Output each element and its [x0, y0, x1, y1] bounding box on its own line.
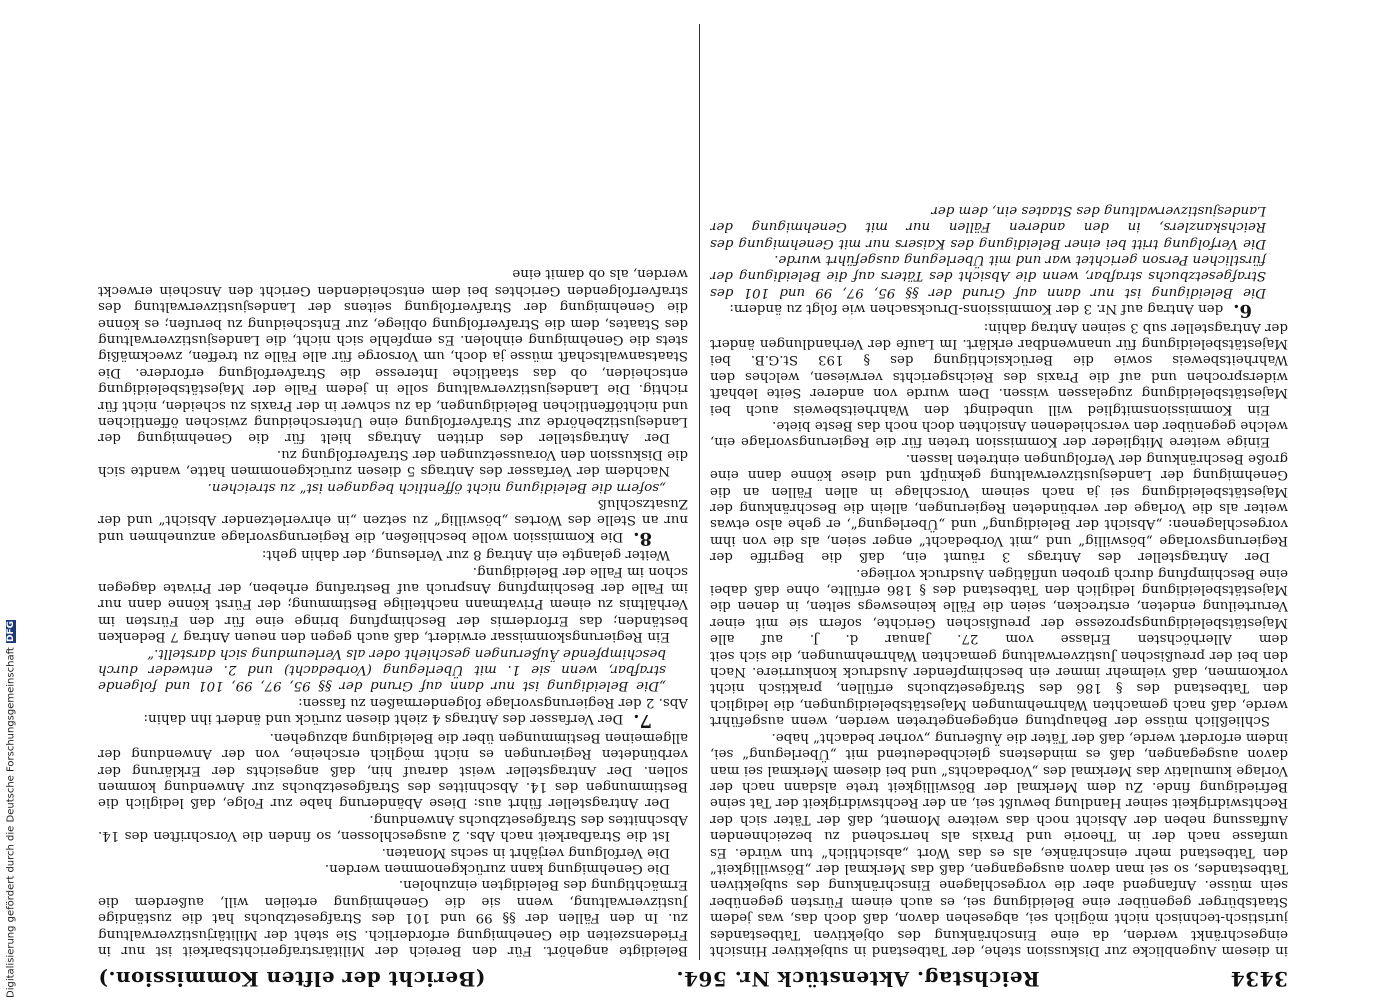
paragraph-text: Die Beleidigung ist nur dann auf Grund der §§ 95, 97, 99 und 101 des Strafgesetzbuchs strafbar, wenn die Absicht des Täters auf die Beleidigung der fürstlichen Person gerichtet war und mit Überlegung ausgeführt wurde.: [710, 251, 1266, 300]
motion-number: 7.: [633, 710, 652, 732]
paragraph-text: Die Kommission wolle beschließen, die Regierungsvorlage anzunehmen und nur an Stelle des Wortes „böswillig“ zu setzen „in ehrverletzender Absicht“ und der Zusatzschluß: [98, 496, 688, 544]
column-divider: [699, 24, 700, 960]
paragraph-text: Weiter gelangte ein Antrag 8 zur Verlesung, der dahin geht:: [261, 547, 670, 563]
paragraph: [710, 728, 1288, 958]
page-subtitle: (Bericht der elften Kommission.): [98, 967, 486, 991]
right-column: [98, 24, 688, 958]
page-number: 3434: [1230, 967, 1288, 991]
paragraph: [710, 417, 1288, 450]
paragraph-text: Die Genehmigung kann zurückgenommen werden.: [324, 860, 670, 876]
paragraph-text: Ein Kommissionsmitglied will unbedingt den Wahrheitsbeweis auch bei Majestätsbeleidigung zugelassen wissen. Dem wurde von anderer Seite lebhaft widersprochen und auf die Praxis des Reichsgerichts verwiesen, welches den Wahrheitsbeweis sowie die Berücksichtigung des § 193 St.G.B. bei Majestätsbeleidigung für unanwendbar erklärt. Im Laufe der Verhandlungen ändert der Antragsteller sub 3 seinen Antrag dahin:: [710, 319, 1288, 417]
numbered-motion: [710, 300, 1288, 322]
dfg-logo: DFG: [6, 621, 16, 643]
paragraph-text: „Die Beleidigung ist nur dann auf Grund der §§ 95, 97, 99, 101 und folgende strafbar, wenn sie 1. mit Überlegung (Vorbedacht) und 2. entweder durch beschimpfende Äußerungen geschieht oder als Verleumdung sich darstellt.“: [98, 645, 666, 694]
paragraph-text: „sofern die Beleidigung nicht öffentlich begangen ist“ zu streichen.: [207, 479, 666, 495]
running-head: [98, 964, 1288, 994]
page-title: Reichstag. Aktenstück Nr. 564.: [676, 967, 1040, 991]
paragraph-text: Der Antragsteller des dritten Antrags hielt für die Genehmigung der Landesjustizbehörde zur Strafverfolgung eine Unterscheidung zwischen öffentlichen und nichtöffentlichen Beleidigungen, da zu schwer in der Praxis zu scheiden, nicht für richtig. Die Landesjustizverwaltung solle in jedem Falle der Majestätsbeleidigung entscheiden, ob das staatliche Interesse die Strafverfolgung erfordere. Die Staatsanwaltschaft müsse ja doch, um Vorsorge für alle Fälle zu treffen, zweckmäßig stets die Genehmigung einholen. Es empfehle sich nicht, die Landesjustizverwaltung des Staates, dem die Strafverfolgung obliege, zur Entscheidung zu berufen; es könne die Genehmigung der Strafverfolgung seitens der Landesjustizverwaltung des strafverfolgenden Gerichtes bei dem entscheidenden Gericht den Anschein erweckt werden, als ob damit eine: [98, 266, 688, 446]
paragraph: [98, 728, 688, 810]
paragraph-text: Nachdem der Verfasser des Antrags 5 diesen zurückgenommen hatte, wandte sich die Diskussion den Voraussetzungen der Strafverfolgung zu.: [98, 446, 688, 479]
paragraph: [98, 860, 688, 876]
quoted-paragraph: [98, 644, 666, 693]
paragraph-text: Abs. 2 der Regierungsvorlage folgendermaßen zu fassen:: [298, 694, 688, 710]
paragraph-text: Die Verfolgung tritt bei einer Beleidigung des Kaisers nur mit Genehmigung des Reichskanzlers, in den anderen Fällen nur mit Genehmigung der Landesjustizverwaltung des Staates ein, dem der: [710, 202, 1266, 251]
paragraph: [98, 876, 688, 958]
paragraph: [98, 546, 688, 562]
quoted-paragraph: [98, 478, 666, 494]
paragraph-text: Beleidigte angehört. Für den Bereich der Militärstrafgerichtsbarkeit ist nur in Friedenszeiten die Genehmigung erforderlich. Sie steht der Militärjustizverwaltung zu. In den Fällen der §§ 99 und 101 des Strafgesetzbuchs hat die zuständige Justizverwaltung, wenn sie die Genehmigung erteilen will, außerdem die Ermächtigung des Beleidigten einzuholen.: [98, 877, 688, 958]
left-column: [710, 24, 1288, 958]
paragraph: [98, 562, 688, 644]
paragraph-text: Ein Regierungskommissar erwidert, daß auch gegen den neuen Antrag 7 Bedenken beständen; das Erfordernis der Beschimpfung bringe eine für den Fürsten im Verhältnis zu einem Privatmann nachteilige Bestimmung; der Fürst könne dann nur im Falle der Beschimpfung Anspruch auf Bestrafung erheben, der Private dagegen schon im Falle der Beleidigung.: [98, 563, 688, 645]
credit-text: Digitalisierung gefördert durch die Deutsche Forschungsgemeinschaft: [5, 647, 17, 998]
paragraph-text: in diesem Augenblicke zur Diskussion stehe, der Tatbestand in subjektiver Hinsicht eingeschränkt werden, da eine Einschränkung des objektiven Tatbestandes juristisch-technisch nicht möglich sei, abgesehen davon, daß doch das, was jedem Staatsbürger gegenüber eine Beleidigung sei, es auch einem Fürsten gegenüber sein müsse. Anfangend aber die vorgeschlagene Einschränkung des subjektiven Tatbestandes, so sei man davon ausgegangen, daß das Merkmal der „Böswilligkeit“ den Tatbestand mehr einschränke, als es das Wort „absichtlich“ tun würde. Es umfasse nach der in Theorie und Praxis als herrschend zu bezeichnenden Auffassung neben der Absicht noch das weitere Moment, daß der Täter sich der Rechtswidrigkeit seiner Handlung bewußt sei, an der Rechtswidrigkeit der Tat seine Befriedigung finde. Zu dem Merkmal der Böswilligkeit trete alsdann nach der Vorlage kumulativ das Merkmal des „Vorbedachts“ und bei diesem Merkmal sei man davon ausgegangen, daß es mindestens gleichbedeutend mit „Überlegung“ sei, indem erfordert werde, daß der Täter die Äußerung „vorher bedacht“ habe.: [710, 729, 1288, 958]
motion-number: 8.: [633, 527, 652, 549]
paragraph: [98, 810, 688, 843]
paragraph: [710, 564, 1288, 728]
paragraph: [710, 318, 1288, 416]
paragraph-text: den Antrag auf Nr. 3 der Kommissions-Drucksachen wie folgt zu ändern:: [729, 301, 1224, 317]
paragraph-text: Der Verfasser des Antrags 4 zieht diesen zurück und ändert ihn dahin:: [143, 711, 624, 727]
quoted-paragraph: [710, 201, 1266, 250]
digitization-credit: [2, 621, 20, 998]
paragraph-text: Schließlich müsse der Behauptung entgegengetreten werden, wenn ausgeführt werde, daß nach gemachten Wahrnehmungen Majestätsbeleidigungen, die lediglich den Tatbestand des § 186 des Strafgesetzbuchs erfüllen, praktisch nicht vorkommen, daß vielmehr immer ein beschimpfender Ausdruck konkurriere. Nach den bei der preußischen Justizverwaltung gemachten Wahrnehmungen, die sich seit dem Allerhöchsten Erlasse vom 27. Januar d. J. auf alle Majestätsbeleidigungsprozesse der preußischen Gerichte, sofern sie mit einer Verurteilung endeten, erstrecken, seien die Fälle keineswegs selten, in denen die Majestätsbeleidigung lediglich den Tatbestand des § 186 erfüllte, ohne daß dabei eine Beschimpfung durch groben unflätigen Ausdruck vorliege.: [710, 565, 1288, 729]
paragraph-text: Ist die Strafbarkeit nach Abs. 2 ausgeschlossen, so finden die Vorschriften des 14. Abschnittes des Strafgesetzbuchs Anwendung.: [98, 811, 688, 844]
motion-number: 6.: [1233, 300, 1252, 322]
paragraph: [98, 445, 688, 478]
paragraph-text: Der Antragsteller des Antrags 3 räumt ein, daß die Begriffe der Regierungsvorlage „böswillig“ und „mit Vorbedacht“ enger seien, als die von ihm vorgeschlagenen: „Absicht der Beleidigung“ und „Überlegung“, er gehe also etwas weiter als die Vorlage der verbündeten Regierungen, allein die Beschränkung der Majestätsbeleidigung sei ja nach seinem Vorschlage in allen Fällen an die Genehmigung der Landesjustizverwaltung geknüpft und diese könne dann eine große Beschränkung der Verfolgungen eintreten lassen.: [710, 450, 1288, 565]
paragraph: [710, 449, 1288, 564]
numbered-motion: [98, 710, 688, 732]
numbered-motion: [98, 495, 688, 549]
paragraph-text: Der Antragsteller führt aus: Diese Abänderung habe zur Folge, daß lediglich die Bestimmungen des 14. Abschnittes des Strafgesetzbuchs zur Anwendung kommen sollen. Der Antragsteller weist darauf hin, daß angesichts der Erklärung der verbündeten Regierungen es nicht möglich erscheine, von der Anwendung der allgemeinen Bestimmungen über die Beleidigung abzugehen.: [98, 729, 688, 811]
paragraph-text: Einige weitere Mitglieder der Kommission treten für die Regierungsvorlage ein, welche gegenüber den verschiedenen Ansichten doch noch das Beste biete.: [710, 418, 1288, 450]
quoted-paragraph: [710, 251, 1266, 300]
paragraph: [98, 265, 688, 445]
paragraph-text: Die Verfolgung verjährt in sechs Monaten.: [381, 844, 670, 860]
paragraph: [98, 694, 688, 710]
paragraph: [98, 843, 688, 859]
